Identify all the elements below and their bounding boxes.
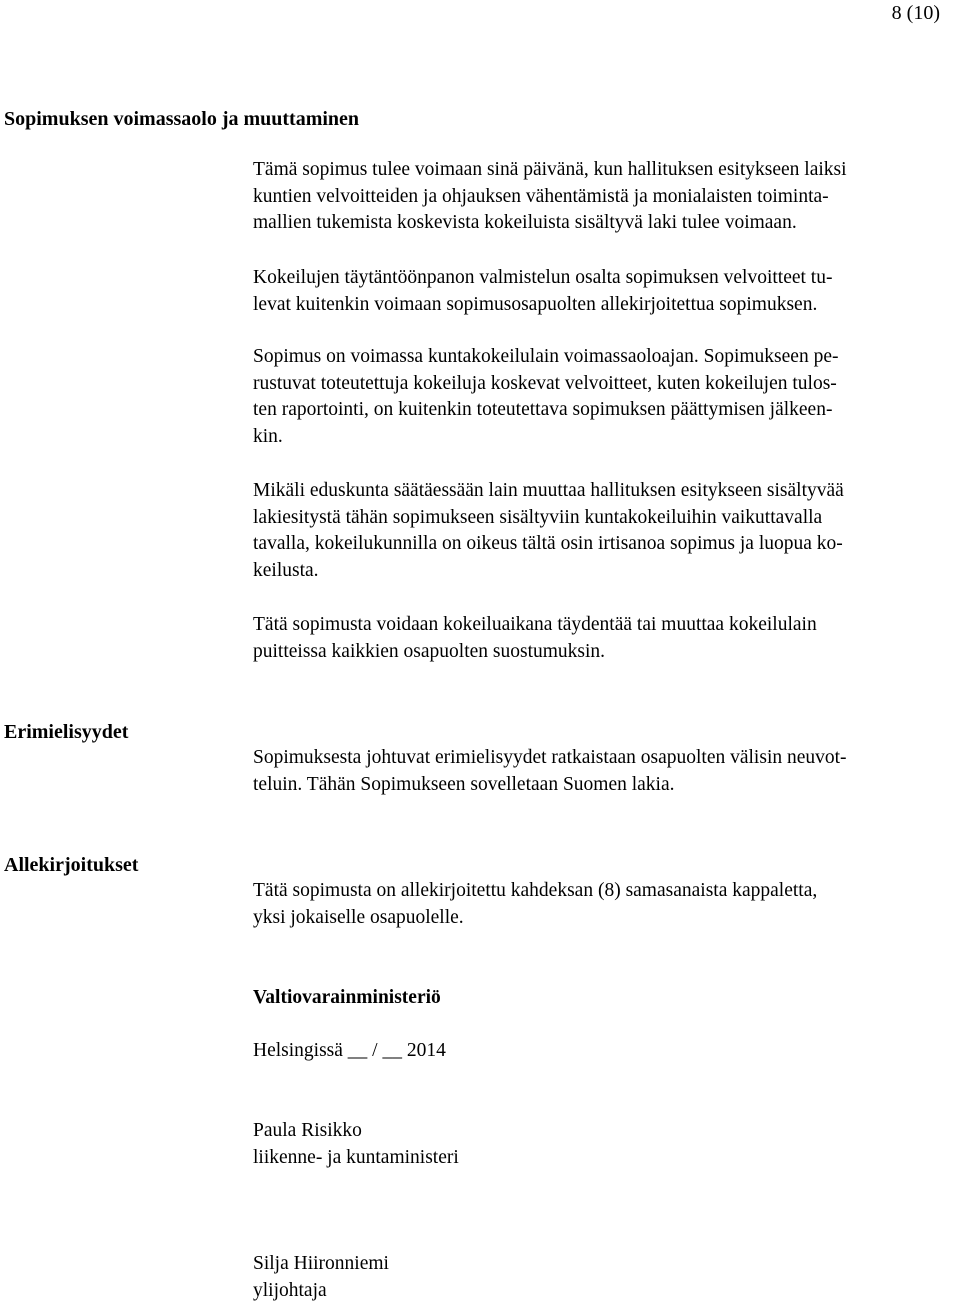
text-line: tavalla, kokeilukunnilla on oikeus tältä osin irtisanoa sopimus ja luopua ko- — [253, 533, 843, 554]
text-line: puitteissa kaikkien osapuolten suostumuksin. — [253, 640, 606, 662]
validity-paragraph-1 — [253, 157, 943, 237]
validity-paragraph-5 — [253, 612, 943, 665]
signer-name: Paula Risikko — [253, 1120, 362, 1141]
text-line: Sopimus on voimassa kuntakokeilulain voimassaoloajan. Sopimukseen pe- — [253, 346, 839, 367]
text-line: kuntien velvoitteiden ja ohjauksen vähentämistä ja monialaisten toiminta- — [253, 185, 829, 207]
text-line: mallien tukemista koskevista kokeiluista sisältyvä laki tulee voimaan. — [253, 212, 797, 233]
signer-1 — [253, 1118, 943, 1171]
text-line: Tätä sopimusta on allekirjoitettu kahdeksan (8) samasanaista kappaletta, — [253, 880, 818, 901]
validity-paragraph-4 — [253, 478, 943, 584]
text-line: Mikäli eduskunta säätäessään lain muuttaa hallituksen esitykseen sisältyvää — [253, 480, 844, 501]
text-line: Kokeilujen täytäntöönpanon valmistelun osalta sopimuksen velvoitteet tu- — [253, 267, 833, 288]
section-heading-signatures: Allekirjoitukset — [4, 854, 139, 876]
section-heading-validity: Sopimuksen voimassaolo ja muuttaminen — [4, 108, 360, 130]
validity-paragraph-3 — [253, 344, 943, 450]
page-number: 8 (10) — [891, 2, 940, 24]
text-line: Tätä sopimusta voidaan kokeiluaikana täydentää tai muuttaa kokeilulain — [253, 614, 817, 635]
text-line: keilusta. — [253, 559, 319, 581]
text-line: teluin. Tähän Sopimukseen sovelletaan Suomen lakia. — [253, 773, 675, 795]
text-line: levat kuitenkin voimaan sopimusosapuolten allekirjoitettua sopimuksen. — [253, 293, 818, 315]
signing-place-date — [253, 1038, 943, 1065]
text-line: rustuvat toteutettuja kokeiluja koskevat velvoitteet, kuten kokeilujen tulos- — [253, 372, 837, 394]
text-line: lakiesitystä tähän sopimukseen sisältyviin kuntakokeiluihin vaikuttavalla — [253, 506, 823, 528]
text-line: yksi jokaiselle osapuolelle. — [253, 906, 464, 928]
signer-organization: Valtiovarainministeriö — [253, 987, 441, 1008]
signer-name: Silja Hiironniemi — [253, 1253, 389, 1274]
text-line: Helsingissä __ / __ 2014 — [253, 1040, 446, 1061]
text-line: kin. — [253, 425, 283, 447]
validity-paragraph-2 — [253, 265, 943, 318]
text-line: Sopimuksesta johtuvat erimielisyydet ratkaistaan osapuolten välisin neuvot- — [253, 747, 847, 768]
disputes-paragraph — [253, 745, 943, 798]
section-heading-disputes: Erimielisyydet — [4, 721, 129, 743]
signer-2 — [253, 1251, 943, 1304]
signer-title: ylijohtaja — [253, 1279, 327, 1301]
text-line: Tämä sopimus tulee voimaan sinä päivänä, kun hallituksen esitykseen laiksi — [253, 159, 847, 180]
signatures-paragraph — [253, 878, 943, 931]
signer-title: liikenne- ja kuntaministeri — [253, 1146, 459, 1168]
text-line: ten raportointi, on kuitenkin toteutettava sopimuksen päättymisen jälkeen- — [253, 399, 833, 420]
